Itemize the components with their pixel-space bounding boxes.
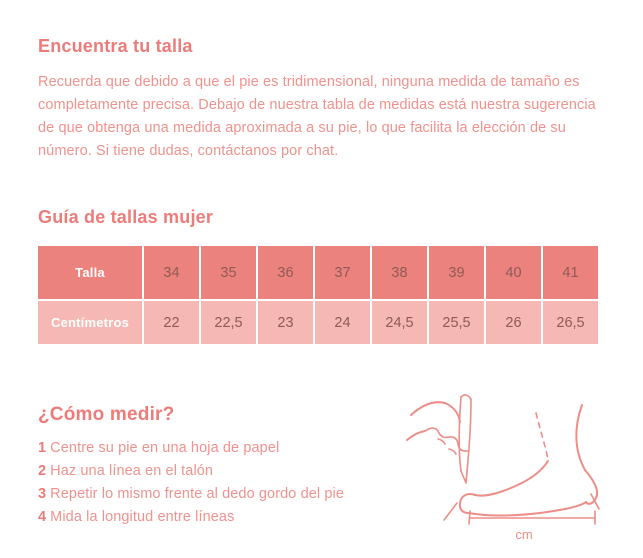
pencil-line bbox=[467, 399, 471, 471]
step-text: Haz una línea en el talón bbox=[50, 463, 214, 479]
foot-toe-line bbox=[460, 494, 475, 513]
size-cell: 35 bbox=[199, 246, 256, 299]
size-table bbox=[38, 246, 598, 344]
cm-label: cm bbox=[515, 527, 533, 542]
size-cell: 34 bbox=[142, 246, 199, 299]
pencil-tip bbox=[461, 471, 467, 483]
cm-cell: 25,5 bbox=[427, 301, 484, 344]
cm-cell: 22,5 bbox=[199, 301, 256, 344]
measure-step bbox=[38, 506, 344, 529]
row-label-talla: Talla bbox=[75, 265, 105, 280]
step-number: 2 bbox=[38, 463, 47, 479]
ankle-dashed-line bbox=[536, 413, 548, 459]
foot-sole-line bbox=[469, 502, 586, 516]
step-text: Repetir lo mismo frente al dedo gordo del pie bbox=[50, 486, 345, 502]
measure-step bbox=[38, 483, 344, 506]
cm-cell: 26 bbox=[484, 301, 541, 344]
measure-steps-list bbox=[38, 437, 344, 529]
size-cell: 36 bbox=[256, 246, 313, 299]
cm-cell: 23 bbox=[256, 301, 313, 344]
cm-cell: 22 bbox=[142, 301, 199, 344]
size-table-row-talla bbox=[38, 246, 598, 299]
measure-step bbox=[38, 460, 344, 483]
size-cell: 39 bbox=[427, 246, 484, 299]
row-label-centimetros: Centímetros bbox=[50, 315, 130, 330]
pencil-top bbox=[461, 395, 471, 399]
cm-cell: 24,5 bbox=[370, 301, 427, 344]
size-cell: 38 bbox=[370, 246, 427, 299]
pencil-line bbox=[459, 397, 461, 471]
foot-instep-line bbox=[475, 461, 548, 496]
hand-arm-line bbox=[407, 431, 425, 440]
hand-finger-crease bbox=[449, 449, 456, 454]
hand-fingers-line bbox=[425, 428, 468, 451]
find-your-size-title: Encuentra tu talla bbox=[38, 36, 193, 56]
step-text: Centre su pie en una hoja de papel bbox=[50, 440, 280, 456]
size-cell: 41 bbox=[541, 246, 598, 299]
size-table-row-centimetros bbox=[38, 299, 598, 344]
cm-cell: 26,5 bbox=[541, 301, 598, 344]
toe-mark-line bbox=[444, 503, 457, 520]
step-text: Mida la longitud entre líneas bbox=[50, 509, 235, 525]
hand-back-line bbox=[445, 403, 460, 422]
step-number: 1 bbox=[38, 440, 47, 456]
foot-measurement-illustration bbox=[405, 383, 643, 551]
how-to-measure-title: ¿Cómo medir? bbox=[38, 404, 175, 425]
foot-heel-leg-line bbox=[576, 405, 597, 504]
step-number: 3 bbox=[38, 486, 47, 502]
intro-paragraph: Recuerda que debido a que el pie es tridimensional, ninguna medida de tamaño es completamente precisa. Debajo de nuestra tabla de medidas está nuestra sugerencia de que obtenga una medida aproximada a su pie, lo que facilita la elección de su número. Si tiene dudas, contáctanos por chat. bbox=[38, 74, 596, 159]
size-cell: 37 bbox=[313, 246, 370, 299]
step-number: 4 bbox=[38, 509, 47, 525]
size-cell: 40 bbox=[484, 246, 541, 299]
hand-arm-line bbox=[411, 402, 445, 415]
cm-cell: 24 bbox=[313, 301, 370, 344]
women-size-guide-title: Guía de tallas mujer bbox=[38, 207, 214, 227]
measure-step bbox=[38, 437, 344, 460]
hand-finger-crease bbox=[438, 439, 445, 444]
